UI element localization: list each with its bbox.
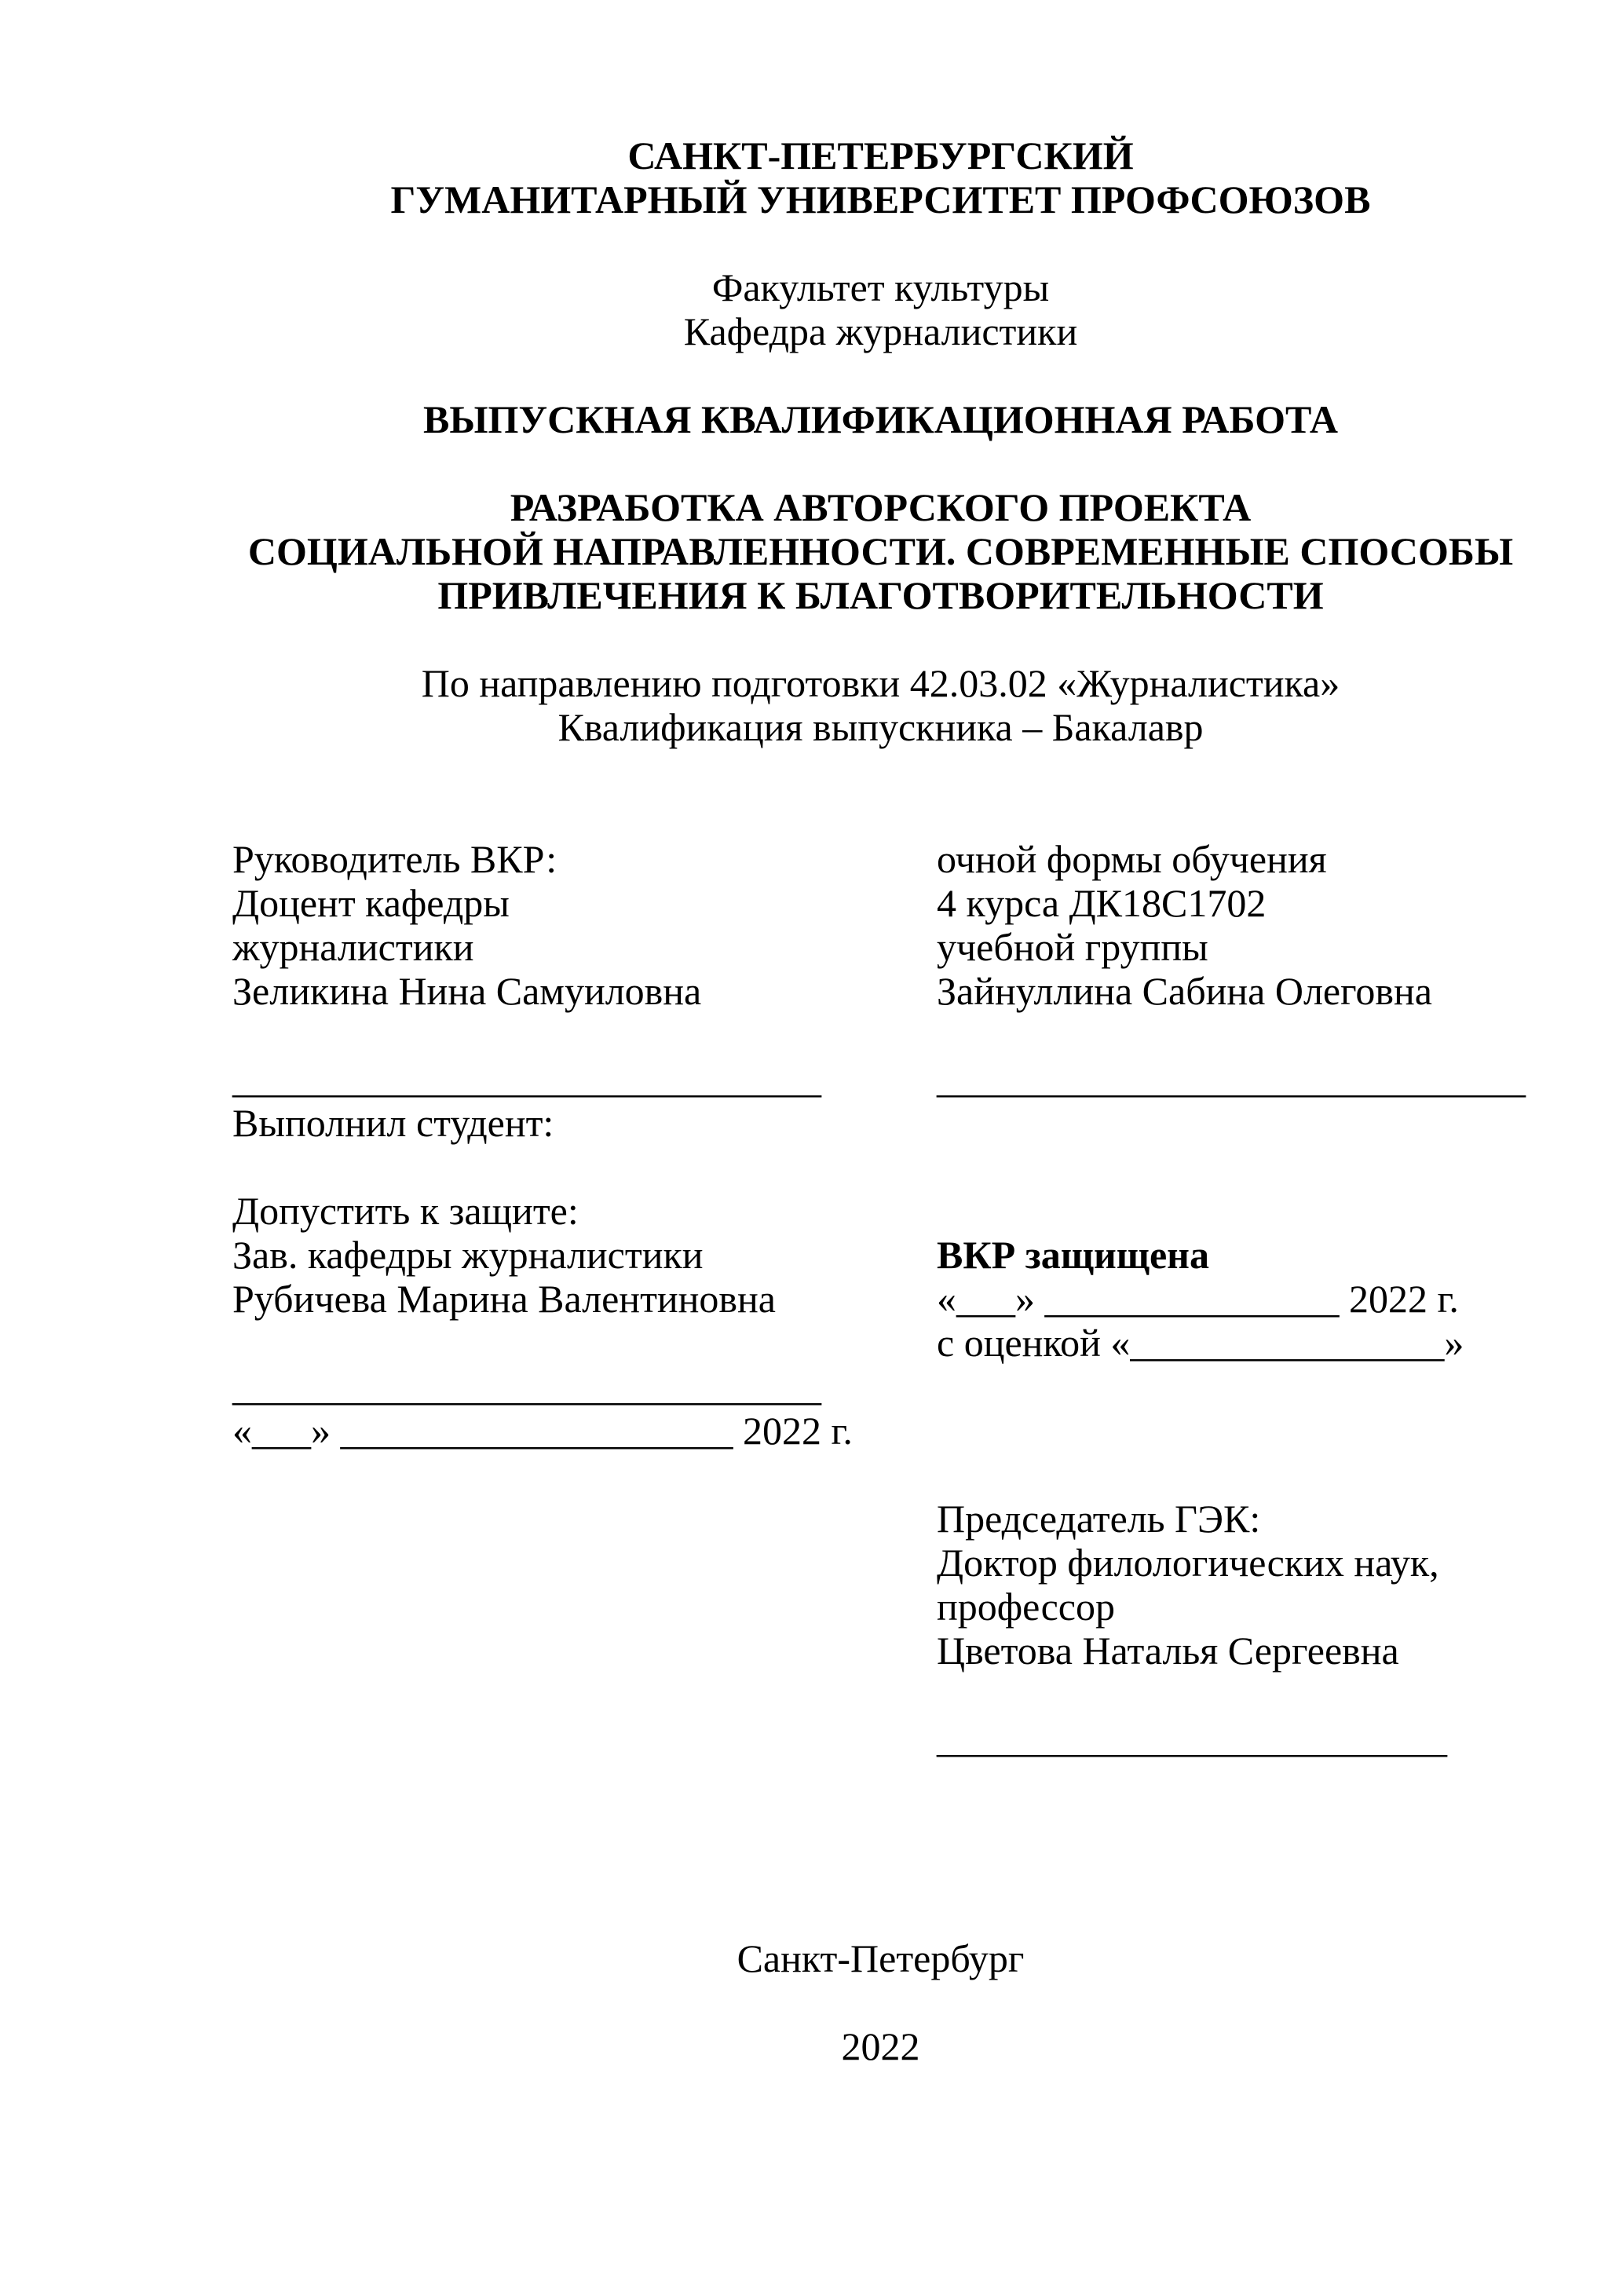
spacer bbox=[232, 1892, 1529, 1936]
student-info-line3: учебной группы bbox=[937, 925, 1208, 969]
spacer bbox=[937, 1453, 1529, 1497]
spacer bbox=[937, 1145, 1529, 1189]
spacer bbox=[937, 1013, 1529, 1057]
spacer bbox=[937, 1101, 1529, 1145]
spacer bbox=[937, 1365, 1529, 1409]
spacer bbox=[937, 1409, 1529, 1453]
chairman-name: Цветова Наталья Сергеевна bbox=[937, 1629, 1399, 1673]
thesis-title-line3: ПРИВЛЕЧЕНИЯ К БЛАГОТВОРИТЕЛЬНОСТИ bbox=[437, 573, 1324, 617]
chairman-label: Председатель ГЭК: bbox=[937, 1497, 1261, 1541]
defended-date-line: «___» _______________ 2022 г. bbox=[937, 1277, 1459, 1321]
spacer bbox=[232, 617, 1529, 661]
supervisor-label: Руководитель ВКР: bbox=[232, 837, 557, 881]
student-label: Выполнил студент: bbox=[232, 1101, 554, 1145]
signature-section bbox=[232, 837, 1529, 1760]
left-column bbox=[232, 837, 937, 1453]
spacer bbox=[937, 1673, 1529, 1717]
thesis-title-line1: РАЗРАБОТКА АВТОРСКОГО ПРОЕКТА bbox=[510, 485, 1252, 529]
thesis-title-line2: СОЦИАЛЬНОЙ НАПРАВЛЕННОСТИ. СОВРЕМЕННЫЕ СПОСОБЫ bbox=[247, 529, 1514, 573]
faculty-line: Факультет культуры bbox=[711, 265, 1050, 309]
spacer bbox=[232, 1980, 1529, 2024]
chairman-degree-line1: Доктор филологических наук, bbox=[937, 1541, 1439, 1585]
university-name-line1: САНКТ-ПЕТЕРБУРГСКИЙ bbox=[627, 133, 1134, 177]
admit-date-line: «___» ____________________ 2022 г. bbox=[232, 1409, 853, 1453]
chairman-degree-line2: профессор bbox=[937, 1585, 1115, 1629]
spacer bbox=[232, 353, 1529, 397]
spacer bbox=[232, 1321, 937, 1365]
footer-city: Санкт-Петербург bbox=[737, 1936, 1025, 1980]
admit-label: Допустить к защите: bbox=[232, 1189, 579, 1233]
program-direction-line: По направлению подготовки 42.03.02 «Журналистика» bbox=[421, 661, 1340, 705]
grade-line: с оценкой «________________» bbox=[937, 1321, 1464, 1365]
spacer bbox=[232, 1760, 1529, 1804]
spacer bbox=[232, 221, 1529, 265]
student-signature-line: ______________________________ bbox=[937, 1057, 1526, 1101]
chairman-signature-line: __________________________ bbox=[937, 1717, 1447, 1760]
admit-position: Зав. кафедры журналистики bbox=[232, 1233, 704, 1277]
spacer bbox=[937, 1189, 1529, 1233]
university-name-line2: ГУМАНИТАРНЫЙ УНИВЕРСИТЕТ ПРОФСОЮЗОВ bbox=[390, 177, 1371, 221]
student-name: Зайнуллина Сабина Олеговна bbox=[937, 969, 1432, 1013]
supervisor-signature-line: ______________________________ bbox=[232, 1057, 821, 1101]
admit-name: Рубичева Марина Валентиновна bbox=[232, 1277, 776, 1321]
right-column bbox=[937, 837, 1529, 1760]
spacer bbox=[232, 793, 1529, 837]
spacer bbox=[232, 441, 1529, 485]
department-line: Кафедра журналистики bbox=[683, 309, 1078, 353]
spacer bbox=[232, 1848, 1529, 1892]
work-type-line: ВЫПУСКНАЯ КВАЛИФИКАЦИОННАЯ РАБОТА bbox=[423, 397, 1338, 441]
student-info-line1: очной формы обучения bbox=[937, 837, 1327, 881]
supervisor-position-line2: журналистики bbox=[232, 925, 474, 969]
spacer bbox=[232, 1145, 937, 1189]
spacer bbox=[232, 1804, 1529, 1848]
qualification-line: Квалификация выпускника – Бакалавр bbox=[557, 705, 1204, 749]
spacer bbox=[232, 749, 1529, 793]
supervisor-position-line1: Доцент кафедры bbox=[232, 881, 510, 925]
spacer bbox=[232, 1013, 937, 1057]
student-info-line2: 4 курса ДК18С1702 bbox=[937, 881, 1267, 925]
defended-label: ВКР защищена bbox=[937, 1233, 1209, 1277]
footer-year: 2022 bbox=[841, 2024, 920, 2068]
admit-signature-line: ______________________________ bbox=[232, 1365, 821, 1409]
supervisor-name: Зеликина Нина Самуиловна bbox=[232, 969, 702, 1013]
